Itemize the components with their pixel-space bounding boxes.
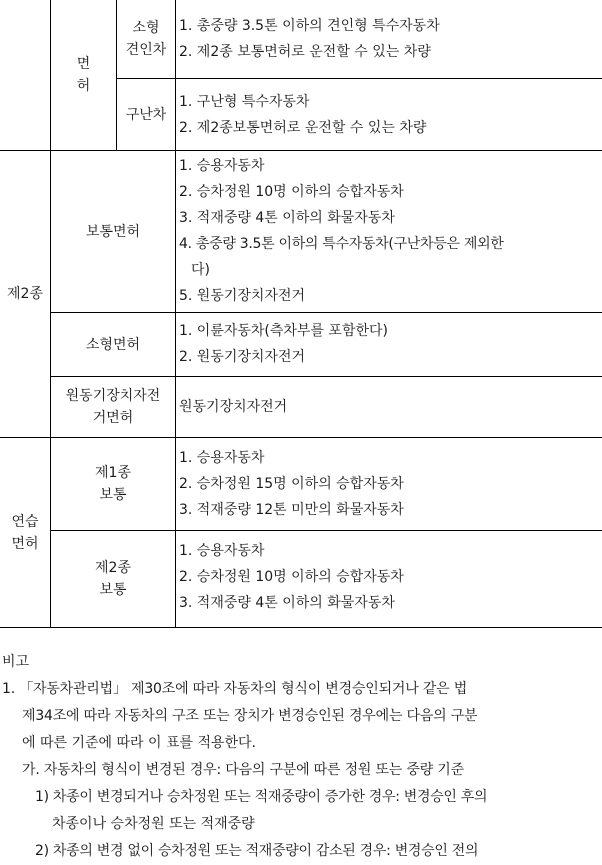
vehicle-item-continuation: 다) xyxy=(191,262,210,278)
vehicle-item: 2. 승차정원 10명 이하의 승합자동차 xyxy=(179,569,404,585)
vehicle-item: 1. 이륜자동차(측차부를 포함한다) xyxy=(179,323,388,339)
vehicle-item: 1. 승용자동차 xyxy=(179,543,265,559)
license-type-line: 제2종 xyxy=(95,560,131,576)
vehicle-item: 3. 적재중량 4톤 이하의 화물자동차 xyxy=(179,210,395,226)
license-type-small-trailer xyxy=(117,0,175,78)
license-type-line: 거면허 xyxy=(92,410,134,426)
vehicle-item: 2. 제2종보통면허로 운전할 수 있는 차량 xyxy=(179,120,427,136)
license-type-moped xyxy=(51,377,175,437)
vehicle-list xyxy=(179,445,599,523)
vehicle-item: 3. 적재중량 12톤 미만의 화물자동차 xyxy=(179,502,404,518)
license-type-wrecker xyxy=(117,79,175,150)
license-label-char: 허 xyxy=(76,78,91,94)
vehicle-item: 2. 원동기장치자전거 xyxy=(179,349,305,365)
remarks-paragraph: 제34조에 따라 자동차의 구조 또는 장치가 변경승인된 경우에는 다음의 구분 xyxy=(22,708,478,724)
license-type-class2-regular xyxy=(51,531,175,627)
learner-label-line: 면허 xyxy=(11,535,39,552)
vehicle-list xyxy=(179,153,599,309)
license-group-label xyxy=(51,0,116,150)
remarks-paragraph: 1. 「자동차관리법」 제30조에 따라 자동차의 형식이 변경승인되거나 같은 법 xyxy=(2,681,468,697)
license-type-small xyxy=(51,313,175,376)
vehicle-item: 1. 총중량 3.5톤 이하의 견인형 특수자동차 xyxy=(179,18,440,34)
column-divider xyxy=(175,0,176,628)
license-type-line: 제1종 xyxy=(95,465,131,481)
vehicle-item: 1. 승용자동차 xyxy=(179,450,265,466)
learner-label-line: 연습 xyxy=(11,513,39,530)
vehicle-item: 2. 제2종 보통면허로 운전할 수 있는 차량 xyxy=(179,44,431,60)
table-bottom-border xyxy=(0,627,602,628)
license-type-line: 견인차 xyxy=(125,42,167,58)
vehicle-item: 2. 승차정원 10명 이하의 승합자동차 xyxy=(179,184,404,200)
license-type-class1-regular xyxy=(51,438,175,530)
row-divider xyxy=(116,78,602,79)
vehicle-item: 2. 승차정원 15명 이하의 승합자동차 xyxy=(179,476,404,492)
remarks-paragraph: 2) 차종의 변경 없이 승차정원 또는 적재중량이 감소된 경우: 변경승인 전의 xyxy=(35,843,479,859)
vehicle-item: 1. 승용자동차 xyxy=(179,158,265,174)
remarks-paragraph: 가. 자동차의 형식이 변경된 경우: 다음의 구분에 따른 정원 또는 중량 기준 xyxy=(22,762,464,778)
remarks-title: 비고 xyxy=(2,654,30,670)
license-type-line: 소형 xyxy=(132,20,160,36)
license-type-line: 보통면허 xyxy=(85,223,141,240)
vehicle-item: 4. 총중량 3.5톤 이하의 특수자동차(구난차등은 제외한 xyxy=(179,236,504,252)
vehicle-list xyxy=(179,13,599,65)
license-type-regular xyxy=(51,151,175,312)
remarks-paragraph: 에 따른 기준에 따라 이 표를 적용한다. xyxy=(22,735,257,751)
license-label-char: 면 xyxy=(76,56,91,72)
license-type-line: 보통 xyxy=(99,582,127,598)
license-type-line: 보통 xyxy=(99,487,127,503)
vehicle-list xyxy=(179,538,599,616)
learner-group-label xyxy=(0,438,50,627)
vehicle-item: 1. 구난형 특수자동차 xyxy=(179,94,310,110)
license-type-line: 소형면허 xyxy=(85,336,141,353)
remarks-paragraph: 1) 차종이 변경되거나 승차정원 또는 적재중량이 증가한 경우: 변경승인 후의 xyxy=(35,789,488,805)
license-type-line: 구난차 xyxy=(125,106,167,123)
vehicle-item: 3. 적재중량 4톤 이하의 화물자동차 xyxy=(179,595,395,611)
vehicle-item: 원동기장치자전거 xyxy=(179,399,288,415)
class2-group-label xyxy=(0,151,50,437)
remarks-paragraph: 차종이나 승차정원 또는 적재중량 xyxy=(52,816,255,832)
vehicle-list xyxy=(179,89,599,141)
vehicle-list xyxy=(179,318,599,370)
class2-label: 제2종 xyxy=(7,286,43,302)
vehicle-item: 5. 원동기장치자전거 xyxy=(179,288,305,304)
vehicle-list xyxy=(179,394,599,420)
license-type-line: 원동기장치자전 xyxy=(65,388,161,404)
